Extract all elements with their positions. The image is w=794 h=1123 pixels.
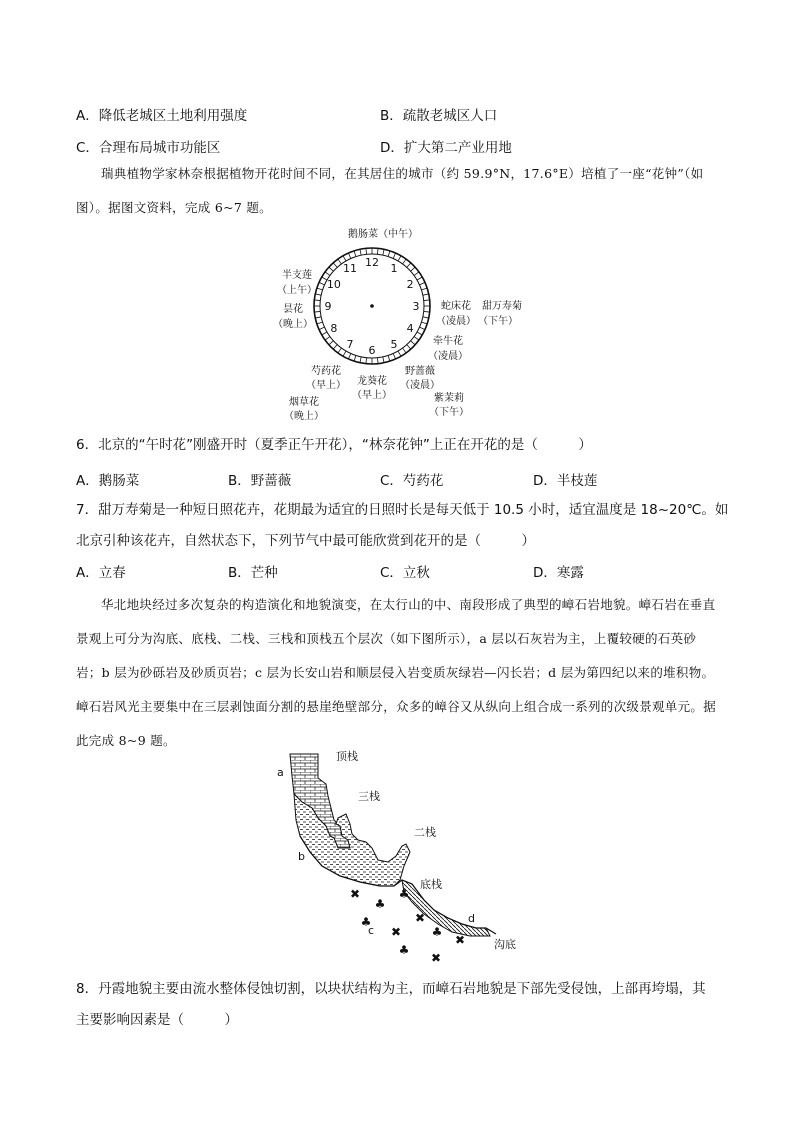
clock-tick	[319, 327, 324, 329]
clock-label-top: 鹅肠菜（中午）	[348, 229, 418, 240]
question-7-stem-line2: 北京引种该花卉，自然状态下，下列节气中最可能欣赏到花开的是（ ）	[76, 533, 535, 549]
label-dingzhan: 顶栈	[336, 750, 358, 763]
intro-paragraph-8-9: 华北地块经过多次复杂的构造演化和地貌演变，在太行山的中、南段形成了典型的嶂石岩地貌。嶂石岩在垂直景观上可分为沟底、底栈、二栈、三栈和顶栈五个层次（如下图所示），a 层以石灰岩为主，上覆较硬的石英砂岩；b 层为砂砾岩及砂质页岩；c 层为长安山岩和顺层侵入岩变质灰绿岩—闪长岩；d 层为第四纪以来的堆积物。嶂石岩风光主要集中在三层剥蚀面分割的悬崖绝壁部分，众多的嶂谷又从纵向上组合成一系列的次级景观单元。据此完成 8~9 题。	[76, 597, 717, 748]
clock-tick	[403, 259, 407, 264]
clock-number: 5	[390, 338, 398, 352]
svg-text:✖: ✖	[414, 911, 426, 925]
clock-tick	[393, 253, 395, 258]
clock-label-yancaohua: 烟草花	[289, 397, 319, 408]
clock-tick	[377, 248, 378, 254]
svg-text:♣: ♣	[398, 887, 410, 901]
clock-label-longkuihua-time: （早上）	[352, 390, 392, 401]
clock-tick	[360, 357, 361, 363]
clock-tick	[329, 341, 333, 345]
clock-tick	[333, 263, 337, 267]
label-goudi: 沟底	[494, 938, 516, 951]
clock-label-tianwanshouju: 甜万寿菊	[482, 301, 522, 312]
question-6-stem: 6．北京的“午时花”刚盛开时（夏季正午开花），“林奈花钟”上正在开花的是（ ）	[76, 437, 592, 453]
clock-label-zimoli: 紫茉莉	[434, 393, 464, 404]
clock-tick	[317, 322, 323, 324]
clock-tick	[325, 337, 330, 341]
q7-option-c: C．立秋	[380, 565, 430, 581]
q6-option-c: C．芍药花	[380, 473, 444, 489]
clock-tick	[411, 341, 415, 345]
clock-number: 6	[368, 344, 376, 357]
label-b: b	[298, 850, 305, 863]
clock-label-yeqiangwei: 野蔷薇	[405, 366, 435, 377]
clock-tick	[343, 256, 346, 261]
clock-tick	[388, 251, 390, 257]
clock-tick	[325, 272, 330, 276]
option-d: D．扩大第二产业用地	[380, 140, 512, 156]
clock-tick	[366, 248, 367, 254]
q7-option-b: B．芒种	[228, 565, 278, 581]
clock-number: 4	[406, 322, 414, 335]
q7-option-d: D．寒露	[533, 565, 584, 581]
label-dizhan: 底栈	[420, 878, 442, 891]
clock-tick	[414, 272, 419, 276]
clock-tick	[407, 345, 411, 349]
option-b: B．疏散老城区人口	[380, 108, 498, 124]
question-8-stem-line1: 8．丹霞地貌主要由流水整体侵蚀切割，以块状结构为主，而嶂石岩地貌是下部先受侵蚀，上部再垮塌，其	[76, 981, 706, 997]
clock-label-yancaohua-time: （晚上）	[284, 411, 324, 422]
clock-tick	[333, 345, 337, 349]
clock-label-tanhua: 昙花	[283, 304, 303, 315]
clock-number: 8	[330, 322, 338, 335]
layer-b	[294, 794, 410, 886]
clock-tick	[317, 288, 323, 290]
q6-option-d: D．半枝莲	[533, 473, 598, 489]
clock-tick	[424, 311, 430, 312]
clock-number: 9	[324, 300, 332, 313]
clock-label-zimoli-time: （下午）	[429, 407, 469, 418]
clock-tick	[383, 249, 384, 255]
label-c: c	[368, 924, 375, 937]
clock-label-shechuanghua: 蛇床花	[441, 301, 471, 312]
clock-tick	[388, 355, 390, 361]
svg-text:♣: ♣	[431, 925, 443, 939]
option-a: A．降低老城区土地利用强度	[76, 108, 248, 124]
cliff-profile-figure	[0, 748, 794, 968]
clock-tick	[377, 358, 378, 364]
clock-tick	[403, 348, 407, 353]
clock-tick	[314, 300, 320, 301]
clock-tick	[393, 354, 395, 359]
clock-label-shaoyaohua-time: （早上）	[306, 380, 346, 391]
clock-tick	[417, 332, 422, 335]
clock-label-tianwanshouju-time: （下午）	[478, 316, 518, 327]
clock-tick	[407, 263, 411, 267]
clock-tick	[354, 355, 356, 361]
clock-tick	[319, 282, 324, 284]
clock-number: 3	[412, 300, 420, 313]
clock-label-shechuanghua-time: （凌晨）	[436, 316, 476, 327]
clock-label-longkuihua: 龙葵花	[357, 376, 387, 387]
q7-option-a: A．立春	[76, 565, 126, 581]
clock-tick	[354, 251, 356, 257]
clock-tick	[420, 282, 425, 284]
label-erzhan: 二栈	[414, 826, 436, 839]
clock-tick	[329, 267, 333, 271]
clock-number: 2	[406, 278, 414, 291]
clock-tick	[366, 358, 367, 364]
clock-tick	[424, 300, 430, 301]
clock-label-qianniuhua: 牵牛花	[433, 336, 463, 347]
svg-text:✖: ✖	[430, 951, 442, 965]
clock-number: 12	[365, 256, 379, 269]
clock-tick	[414, 337, 419, 341]
label-a: a	[277, 766, 284, 779]
clock-tick	[383, 357, 384, 363]
clock-tick	[338, 348, 342, 353]
label-d: d	[468, 912, 475, 925]
flower-clock-figure	[0, 222, 794, 422]
svg-text:♣: ♣	[398, 943, 410, 957]
clock-tick	[315, 317, 321, 318]
question-7-stem-line1: 7．甜万寿菊是一种短日照花卉，花期最为适宜的日照时长是每天低于 10.5 小时，适宜温度是 18~20℃。如	[76, 502, 729, 518]
q6-option-a: A．鹅肠菜	[76, 473, 140, 489]
label-sanzhan: 三栈	[358, 790, 380, 803]
clock-tick	[420, 327, 425, 329]
clock-number: 10	[326, 278, 341, 291]
clock-tick	[398, 256, 401, 261]
clock-number: 1	[390, 261, 398, 275]
svg-text:♣: ♣	[360, 915, 372, 929]
intro-paragraph-6-7: 瑞典植物学家林奈根据植物开花时间不同，在其居住的城市（约 59.9°N，17.6°E）培植了一座“花钟”（如图）。据图文资料，完成 6~7 题。	[76, 166, 704, 215]
clock-tick	[417, 277, 422, 280]
svg-text:✖: ✖	[390, 925, 402, 939]
clock-tick	[343, 351, 346, 356]
clock-number: 7	[346, 338, 354, 352]
clock-tick	[423, 317, 429, 318]
clock-tick	[338, 259, 342, 264]
svg-text:♣: ♣	[374, 897, 386, 911]
svg-text:✖: ✖	[454, 933, 466, 947]
clock-label-tanhua-time: （晚上）	[273, 319, 313, 330]
clock-tick	[348, 253, 350, 258]
clock-tick	[411, 267, 415, 271]
clock-tick	[421, 288, 427, 290]
clock-label-banzhilian-time: （上午）	[277, 285, 317, 296]
clock-tick	[360, 249, 361, 255]
q6-option-b: B．野蔷薇	[228, 473, 292, 489]
clock-center	[370, 304, 374, 308]
clock-tick	[423, 294, 429, 295]
clock-label-banzhilian: 半支莲	[282, 270, 312, 281]
clock-tick	[322, 332, 327, 335]
option-c: C．合理布局城市功能区	[76, 140, 221, 156]
question-8-stem-line2: 主要影响因素是（ ）	[76, 1012, 238, 1028]
clock-label-yeqiangwei-time: （凌晨）	[400, 380, 440, 391]
clock-number: 11	[343, 261, 357, 275]
clock-label-shaoyaohua: 芍药花	[311, 366, 341, 377]
clock-tick	[398, 351, 401, 356]
clock-tick	[348, 354, 350, 359]
clock-label-qianniuhua-time: （凌晨）	[428, 351, 468, 362]
clock-tick	[314, 311, 320, 312]
svg-text:✖: ✖	[349, 887, 361, 901]
clock-tick	[421, 322, 427, 324]
